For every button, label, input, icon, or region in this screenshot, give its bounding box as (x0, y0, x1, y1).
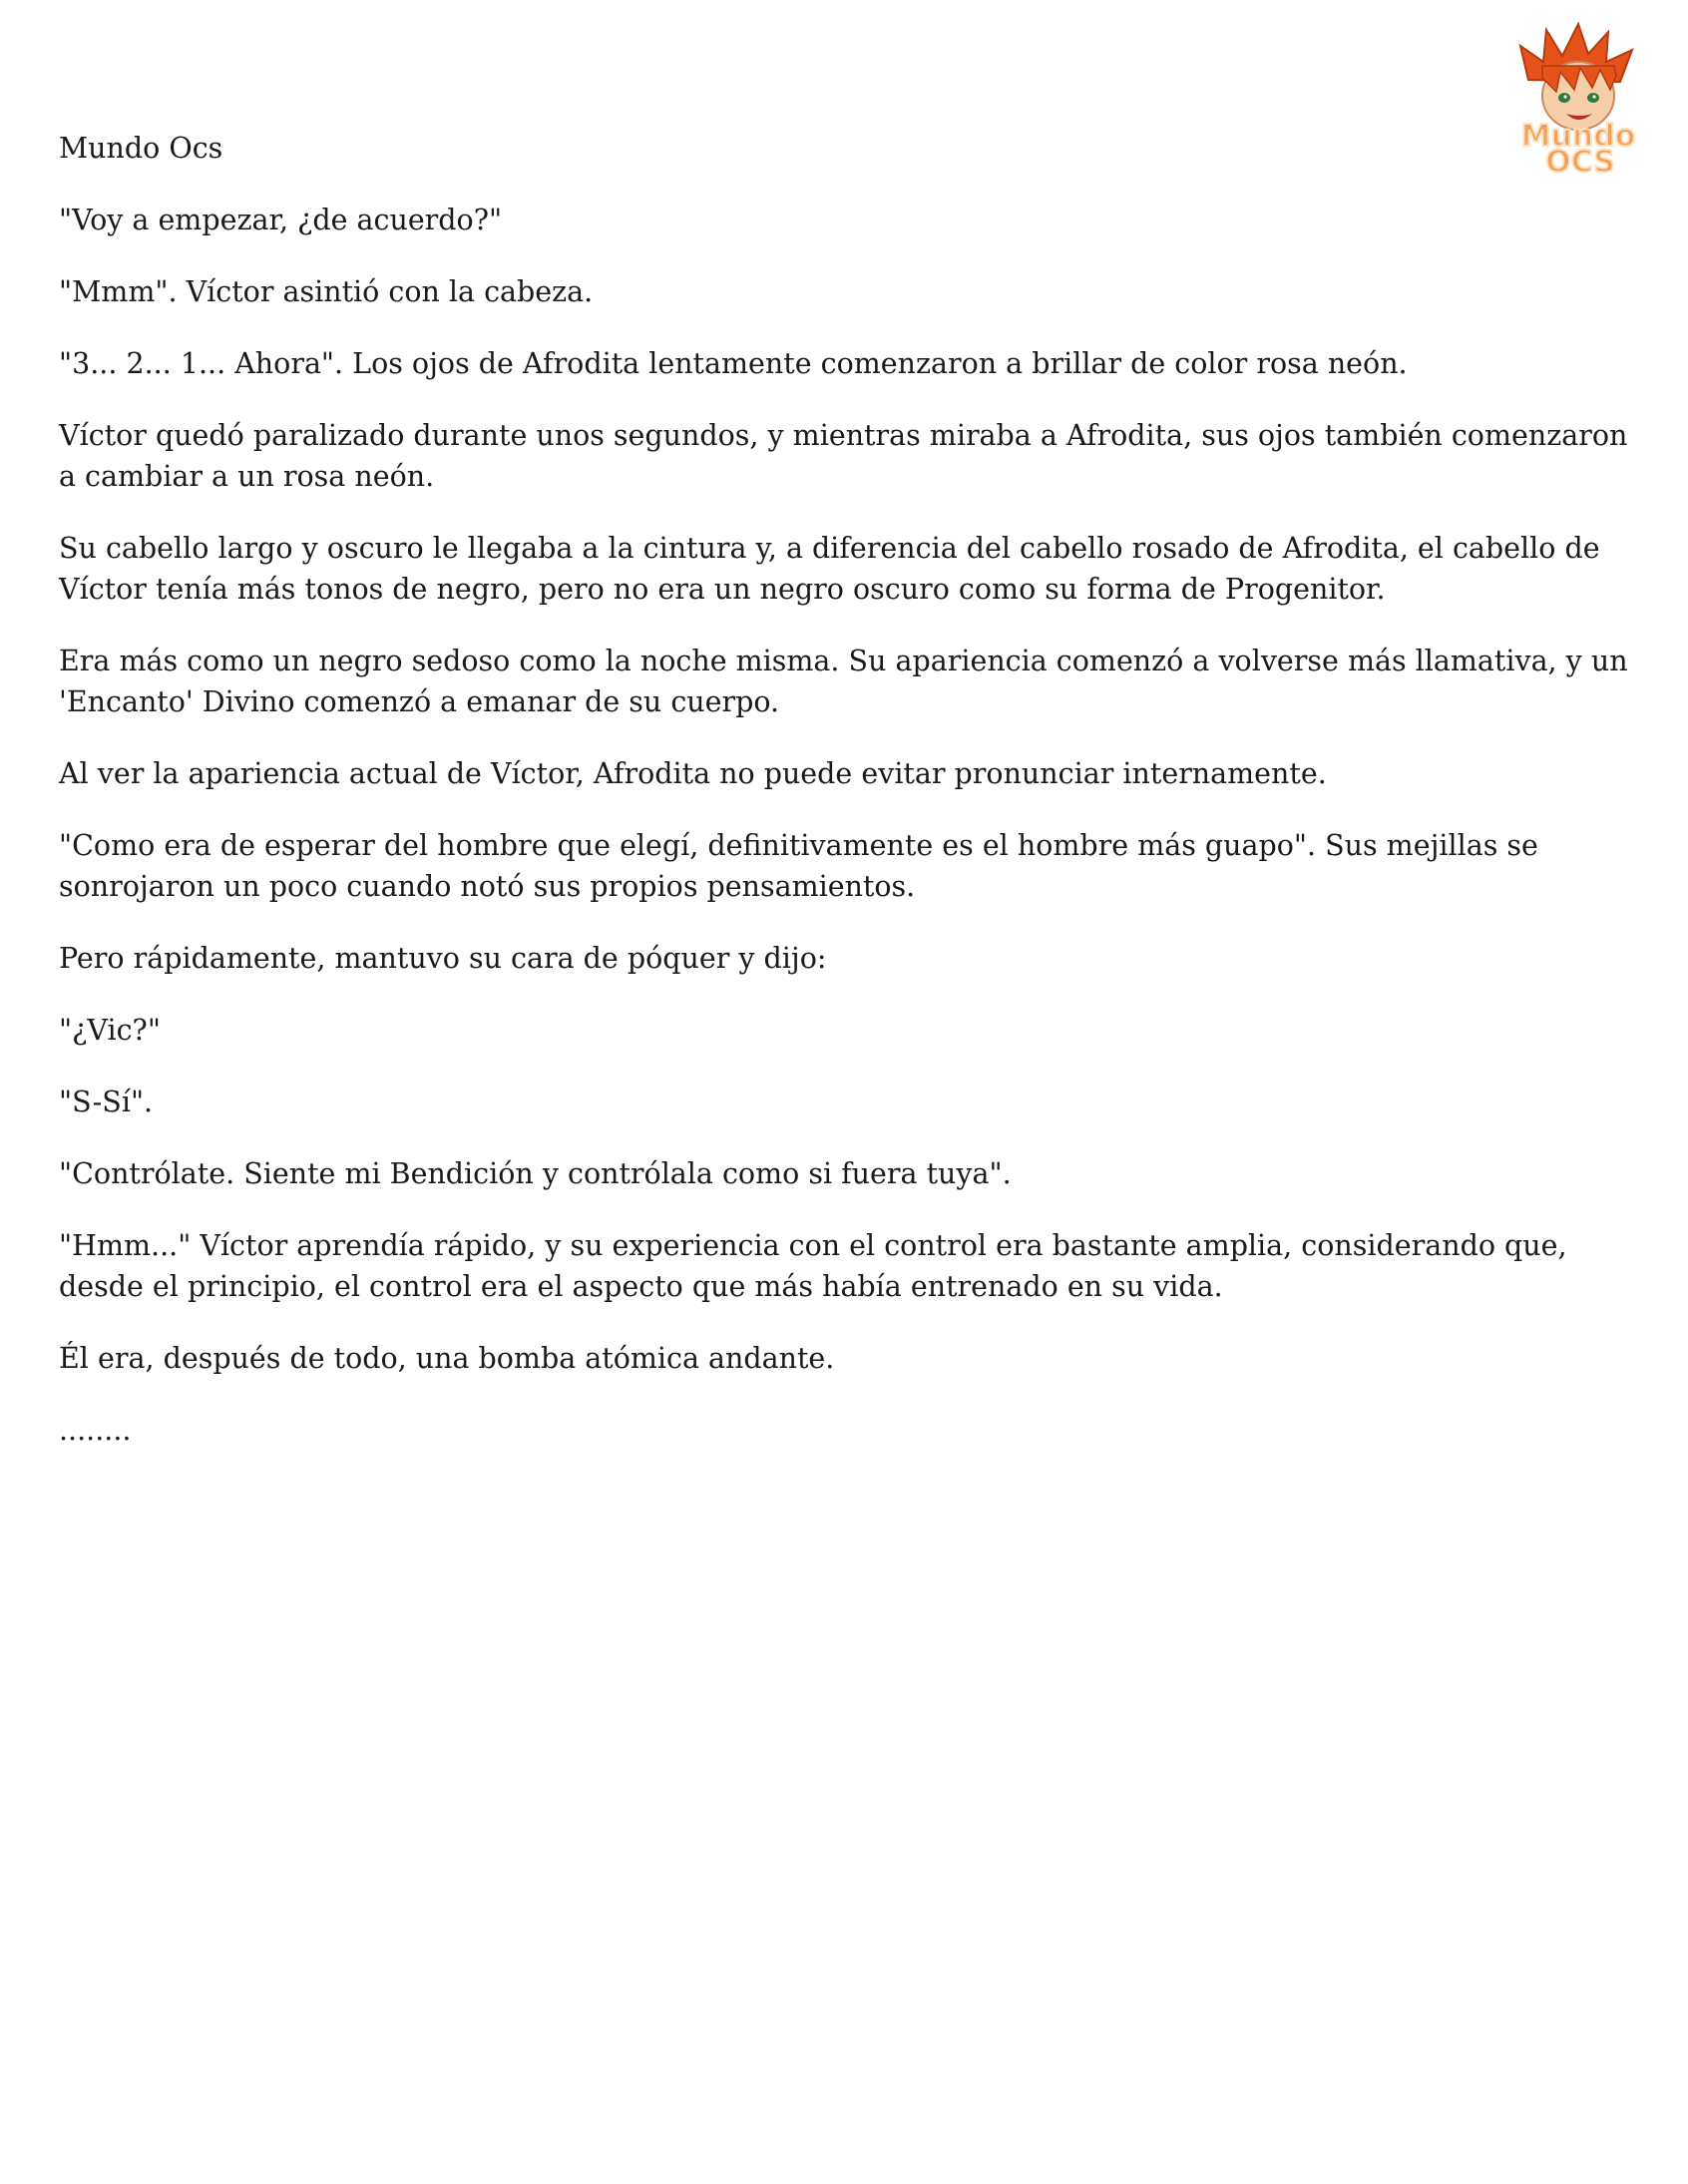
paragraph: "S-Sí". (59, 1086, 154, 1118)
logo-text-line1: Mundo (1520, 119, 1636, 154)
paragraph: Pero rápidamente, mantuvo su cara de póquer y dijo: (59, 942, 827, 975)
paragraph: "Como era de esperar del hombre que elegí, definitivamente es el hombre más guapo". Sus mejillas se sonrojaron un poco cuando notó sus propios pensamientos. (59, 829, 1547, 903)
section-break: ........ (59, 1414, 132, 1447)
paragraph: "Voy a empezar, ¿de acuerdo?" (59, 204, 503, 236)
paragraph: Su cabello largo y oscuro le llegaba a la cintura y, a diferencia del cabello rosado de Afrodita, el cabello de Víctor tenía más tonos de negro, pero no era un negro oscuro como su forma de Progenitor. (59, 532, 1609, 606)
paragraph: "¿Vic?" (59, 1014, 161, 1047)
paragraph: Al ver la apariencia actual de Víctor, Afrodita no puede evitar pronunciar internamente. (59, 757, 1327, 790)
paragraph: "3... 2... 1... Ahora". Los ojos de Afrodita lentamente comenzaron a brillar de color rosa neón. (59, 347, 1408, 380)
paragraph: Víctor quedó paralizado durante unos segundos, y mientras miraba a Afrodita, sus ojos también comenzaron a cambiar a un rosa neón. (59, 419, 1637, 493)
site-name: Mundo Ocs (59, 132, 223, 165)
paragraph: "Contrólate. Siente mi Bendición y contrólala como si fuera tuya". (59, 1157, 1012, 1190)
paragraph: "Mmm". Víctor asintió con la cabeza. (59, 275, 594, 308)
paragraph: Él era, después de todo, una bomba atómica andante. (59, 1342, 835, 1375)
logo-text-line2: OCS (1545, 145, 1615, 178)
document-body (59, 128, 1635, 1482)
paragraph: Era más como un negro sedoso como la noche misma. Su apariencia comenzó a volverse más llamativa, y un 'Encanto' Divino comenzó a emanar de su cuerpo. (59, 645, 1637, 718)
paragraph: "Hmm..." Víctor aprendía rápido, y su experiencia con el control era bastante amplia, considerando que, desde el principio, el control era el aspecto que más había entrenado en su vida. (59, 1229, 1576, 1303)
